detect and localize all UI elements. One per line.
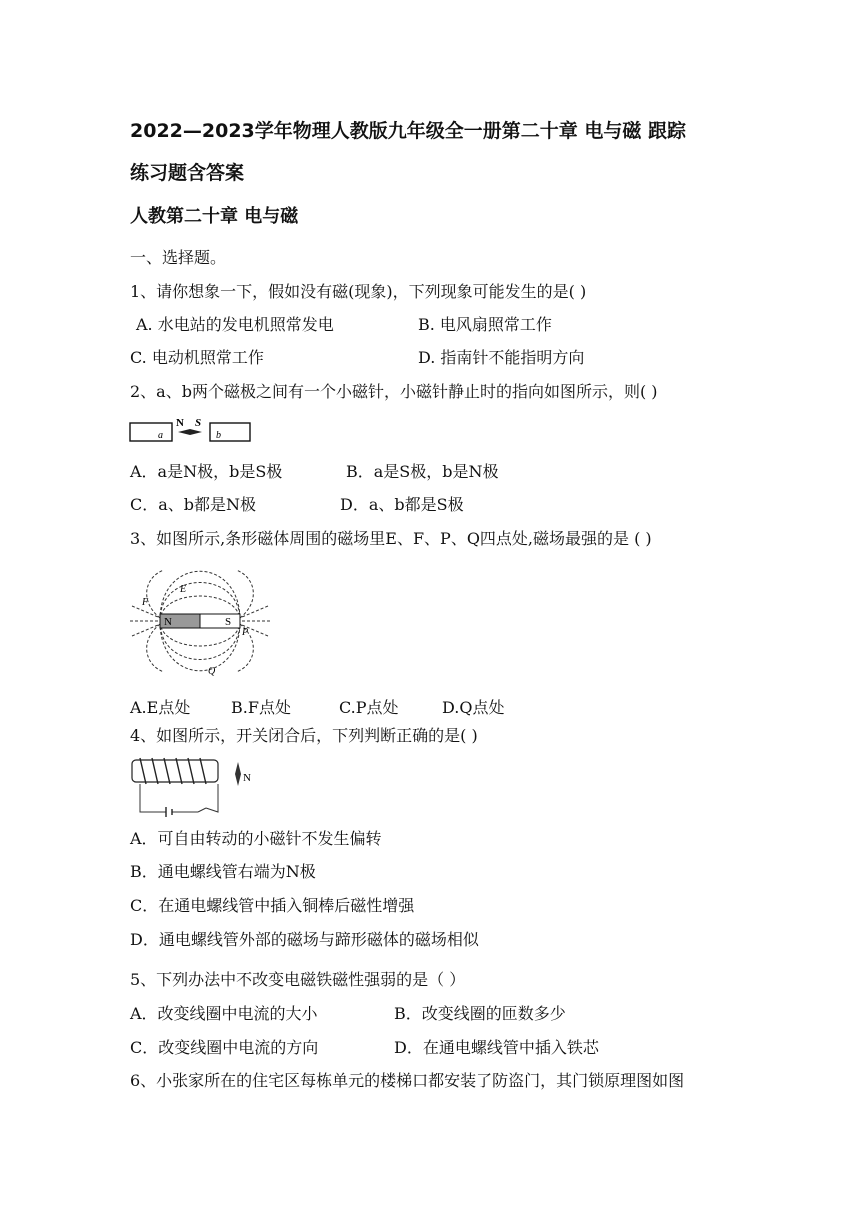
question-6-stem: 6、小张家所在的住宅区每栋单元的楼梯口都安装了防盗门，其门锁原理图如图 — [130, 1071, 685, 1090]
question-1-option-a: A. 水电站的发电机照常发电 — [136, 315, 334, 334]
magnet-n-label: N — [164, 616, 172, 628]
question-4-option-c: C．在通电螺线管中插入铜棒后磁性增强 — [130, 896, 415, 915]
circuit-wires — [140, 784, 218, 812]
question-3-option-d: D.Q点处 — [442, 698, 505, 717]
magnet-south-half — [200, 614, 240, 628]
question-2-option-d: D．a、b都是S极 — [340, 495, 464, 514]
magnet-s-label: S — [225, 616, 232, 628]
question-5-stem: 5、下列办法中不改变电磁铁磁性强弱的是（ ） — [130, 970, 466, 989]
question-2-figure — [128, 414, 252, 444]
point-p-label: P — [242, 627, 249, 638]
question-5-option-d: D．在通电螺线管中插入铁芯 — [394, 1038, 599, 1057]
question-2-option-a: A．a是N极，b是S极 — [130, 462, 283, 481]
needle-n-label: N — [176, 417, 184, 429]
document-title-line1: 2022—2023学年物理人教版九年级全一册第二十章 电与磁 跟踪 — [130, 120, 686, 142]
question-1-option-c: C. 电动机照常工作 — [130, 348, 264, 367]
section-heading: 一、选择题。 — [130, 248, 227, 267]
question-5-option-c: C．改变线圈中电流的方向 — [130, 1038, 319, 1057]
question-5-option-a: A．改变线圈中电流的大小 — [130, 1004, 318, 1023]
question-3-figure — [128, 560, 272, 684]
question-1-stem: 1、请你想象一下，假如没有磁(现象)，下列现象可能发生的是( ) — [130, 282, 587, 301]
question-5-option-b: B．改变线圈的匝数多少 — [394, 1004, 566, 1023]
question-1-option-b: B. 电风扇照常工作 — [418, 315, 552, 334]
question-1-option-d: D. 指南针不能指明方向 — [418, 348, 585, 367]
battery-symbol — [166, 807, 172, 817]
compass-needle — [178, 429, 202, 435]
question-2-option-b: B．a是S极，b是N极 — [346, 462, 499, 481]
point-q-label: Q — [208, 666, 216, 677]
magnet-a-label: a — [158, 430, 163, 441]
document-title-line2: 练习题含答案 — [130, 162, 245, 184]
question-4-option-d: D．通电螺线管外部的磁场与蹄形磁体的磁场相似 — [130, 930, 479, 949]
needle-n-label: N — [243, 772, 251, 784]
question-3-option-a: A.E点处 — [130, 698, 191, 717]
question-4-figure — [128, 756, 258, 818]
question-4-option-a: A．可自由转动的小磁针不发生偏转 — [130, 829, 382, 848]
question-4-option-b: B．通电螺线管右端为N极 — [130, 862, 316, 881]
question-2-option-c: C．a、b都是N极 — [130, 495, 257, 514]
question-3-stem: 3、如图所示,条形磁体周围的磁场里E、F、P、Q四点处,磁场最强的是 ( ) — [130, 529, 652, 548]
question-3-option-c: C.P点处 — [339, 698, 399, 717]
compass-needle — [235, 762, 241, 786]
question-4-stem: 4、如图所示，开关闭合后，下列判断正确的是( ) — [130, 726, 478, 745]
needle-s-label: S — [195, 417, 202, 429]
magnet-a — [130, 423, 172, 441]
point-f-label: F — [142, 597, 149, 608]
point-e-label: E — [180, 584, 187, 595]
magnet-b-label: b — [216, 430, 221, 441]
question-2-stem: 2、a、b两个磁极之间有一个小磁针，小磁针静止时的指向如图所示，则( ) — [130, 382, 658, 401]
question-3-option-b: B.F点处 — [231, 698, 291, 717]
chapter-heading: 人教第二十章 电与磁 — [130, 206, 299, 227]
